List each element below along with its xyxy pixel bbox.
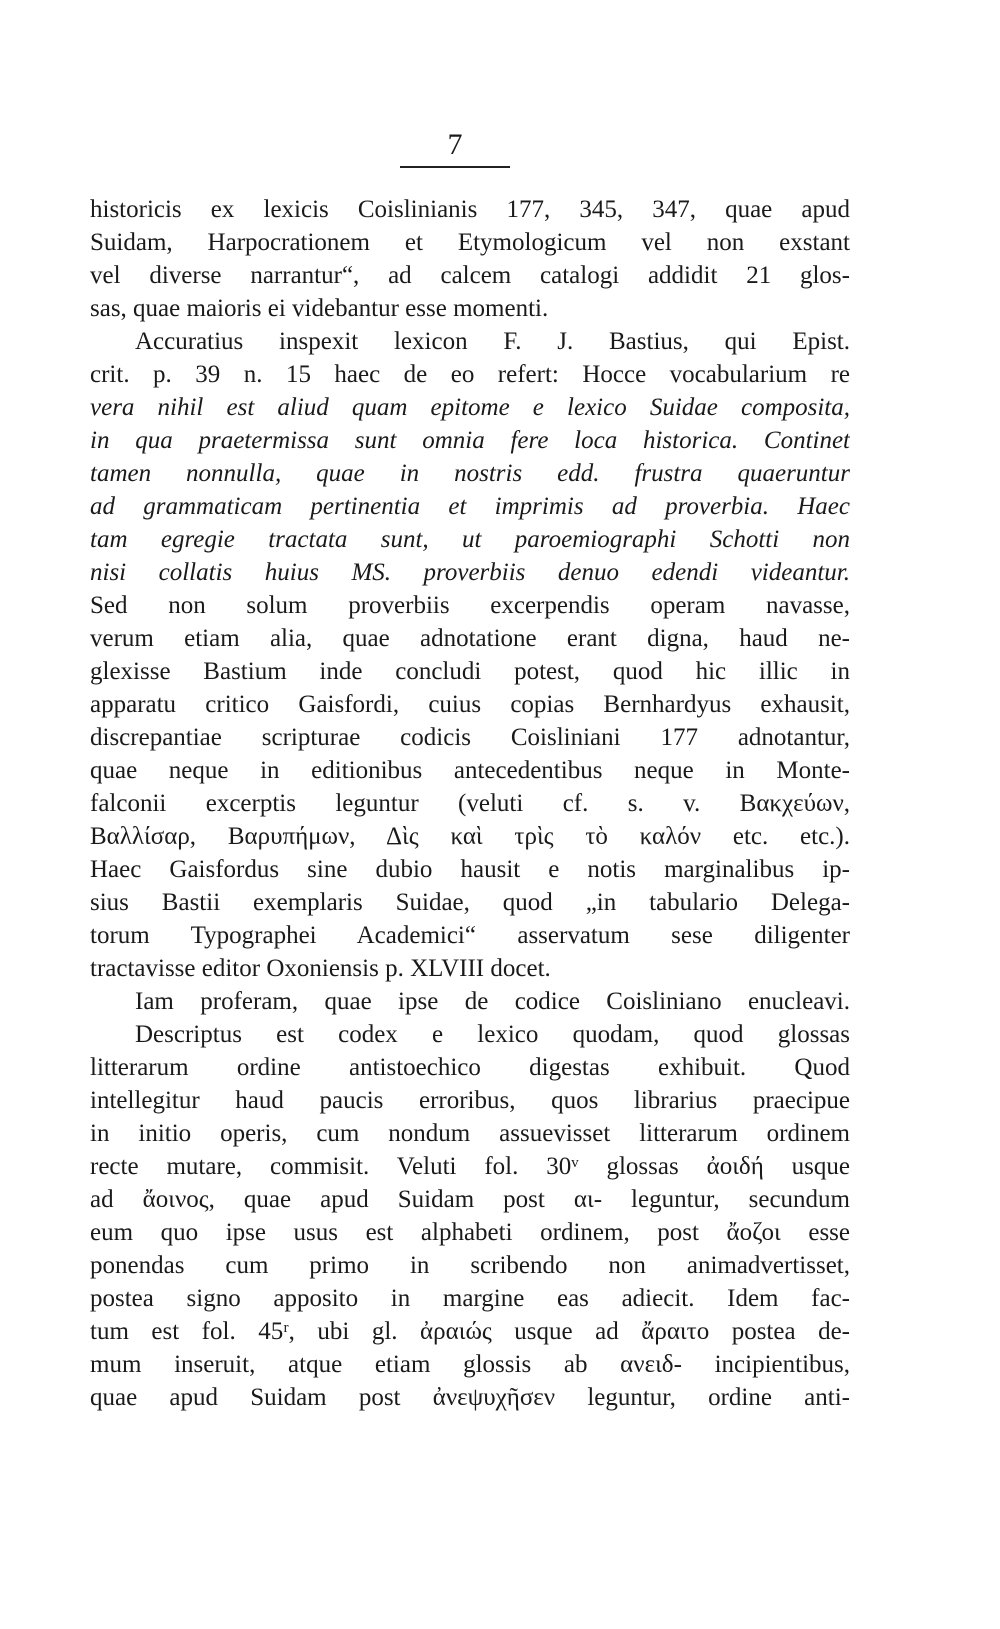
text-line: Haec Gaisfordus sine dubio hausit e notis marginalibus ip- bbox=[90, 856, 850, 883]
text-line: Iam proferam, quae ipse de codice Coisliniano enucleavi. bbox=[135, 988, 850, 1015]
text-line: apparatu critico Gaisfordi, cuius copias Bernhardyus exhausit, bbox=[90, 691, 850, 718]
text-line: Descriptus est codex e lexico quodam, quod glossas bbox=[135, 1021, 850, 1048]
text-line: in qua praetermissa sunt omnia fere loca historica. Continet bbox=[90, 427, 850, 454]
text-line: intellegitur haud paucis erroribus, quos librarius praecipue bbox=[90, 1087, 850, 1114]
page-number-rule bbox=[400, 166, 510, 168]
text-line: historicis ex lexicis Coislinianis 177, 345, 347, quae apud bbox=[90, 196, 850, 223]
text-line: ad grammaticam pertinentia et imprimis ad proverbia. Haec bbox=[90, 493, 850, 520]
text-line: sas, quae maioris ei videbantur esse momenti. bbox=[90, 295, 549, 322]
text-line: tam egregie tractata sunt, ut paroemiographi Schotti non bbox=[90, 526, 850, 553]
text-line: crit. p. 39 n. 15 haec de eo refert: Hocce vocabularium re bbox=[90, 361, 850, 388]
text-line: quae neque in editionibus antecedentibus neque in Monte- bbox=[90, 757, 850, 784]
text-line: mum inseruit, atque etiam glossis ab ανειδ- incipientibus, bbox=[90, 1351, 850, 1378]
text-line: Accuratius inspexit lexicon F. J. Bastius, qui Epist. bbox=[135, 328, 850, 355]
text-line: litterarum ordine antistoechico digestas exhibuit. Quod bbox=[90, 1054, 850, 1081]
text-line: discrepantiae scripturae codicis Coisliniani 177 adnotantur, bbox=[90, 724, 850, 751]
text-line: glexisse Bastium inde concludi potest, quod hic illic in bbox=[90, 658, 850, 685]
text-line: vera nihil est aliud quam epitome e lexico Suidae composita, bbox=[90, 394, 850, 421]
text-line: falconii excerptis leguntur (veluti cf. s. v. Βακχεύων, bbox=[90, 790, 850, 817]
text-line: ad ἄοινος, quae apud Suidam post αι- leguntur, secundum bbox=[90, 1186, 850, 1213]
text-line: nisi collatis huius MS. proverbiis denuo edendi videantur. bbox=[90, 559, 850, 586]
text-line: vel diverse narrantur“, ad calcem catalogi addidit 21 glos- bbox=[90, 262, 850, 289]
text-line: sius Bastii exemplaris Suidae, quod „in tabulario Delega- bbox=[90, 889, 850, 916]
text-line: tractavisse editor Oxoniensis p. XLVIII docet. bbox=[90, 955, 551, 982]
text-line: postea signo apposito in margine eas adiecit. Idem fac- bbox=[90, 1285, 850, 1312]
text-line: tum est fol. 45ʳ, ubi gl. ἀραιώς usque ad ἄραιτο postea de- bbox=[90, 1318, 850, 1345]
text-line: recte mutare, commisit. Veluti fol. 30ᵛ glossas ἀοιδή usque bbox=[90, 1153, 850, 1180]
text-line: ponendas cum primo in scribendo non animadvertisset, bbox=[90, 1252, 850, 1279]
page-number: 7 bbox=[447, 128, 463, 161]
text-line: Sed non solum proverbiis excerpendis operam navasse, bbox=[90, 592, 850, 619]
text-line: Suidam, Harpocrationem et Etymologicum vel non exstant bbox=[90, 229, 850, 256]
text-line: tamen nonnulla, quae in nostris edd. frustra quaeruntur bbox=[90, 460, 850, 487]
text-line: verum etiam alia, quae adnotatione erant digna, haud ne- bbox=[90, 625, 850, 652]
text-line: torum Typographei Academici“ asservatum sese diligenter bbox=[90, 922, 850, 949]
body-text bbox=[90, 193, 850, 1414]
text-line: quae apud Suidam post ἀνεψυχῆσεν leguntur, ordine anti- bbox=[90, 1384, 850, 1411]
text-line: Βαλλίσαρ, Βαρυπήμων, Δὶς καὶ τρὶς τὸ καλόν etc. etc.). bbox=[90, 823, 850, 850]
text-line: eum quo ipse usus est alphabeti ordinem, post ἄοζοι esse bbox=[90, 1219, 850, 1246]
text-line: in initio operis, cum nondum assuevisset litterarum ordinem bbox=[90, 1120, 850, 1147]
